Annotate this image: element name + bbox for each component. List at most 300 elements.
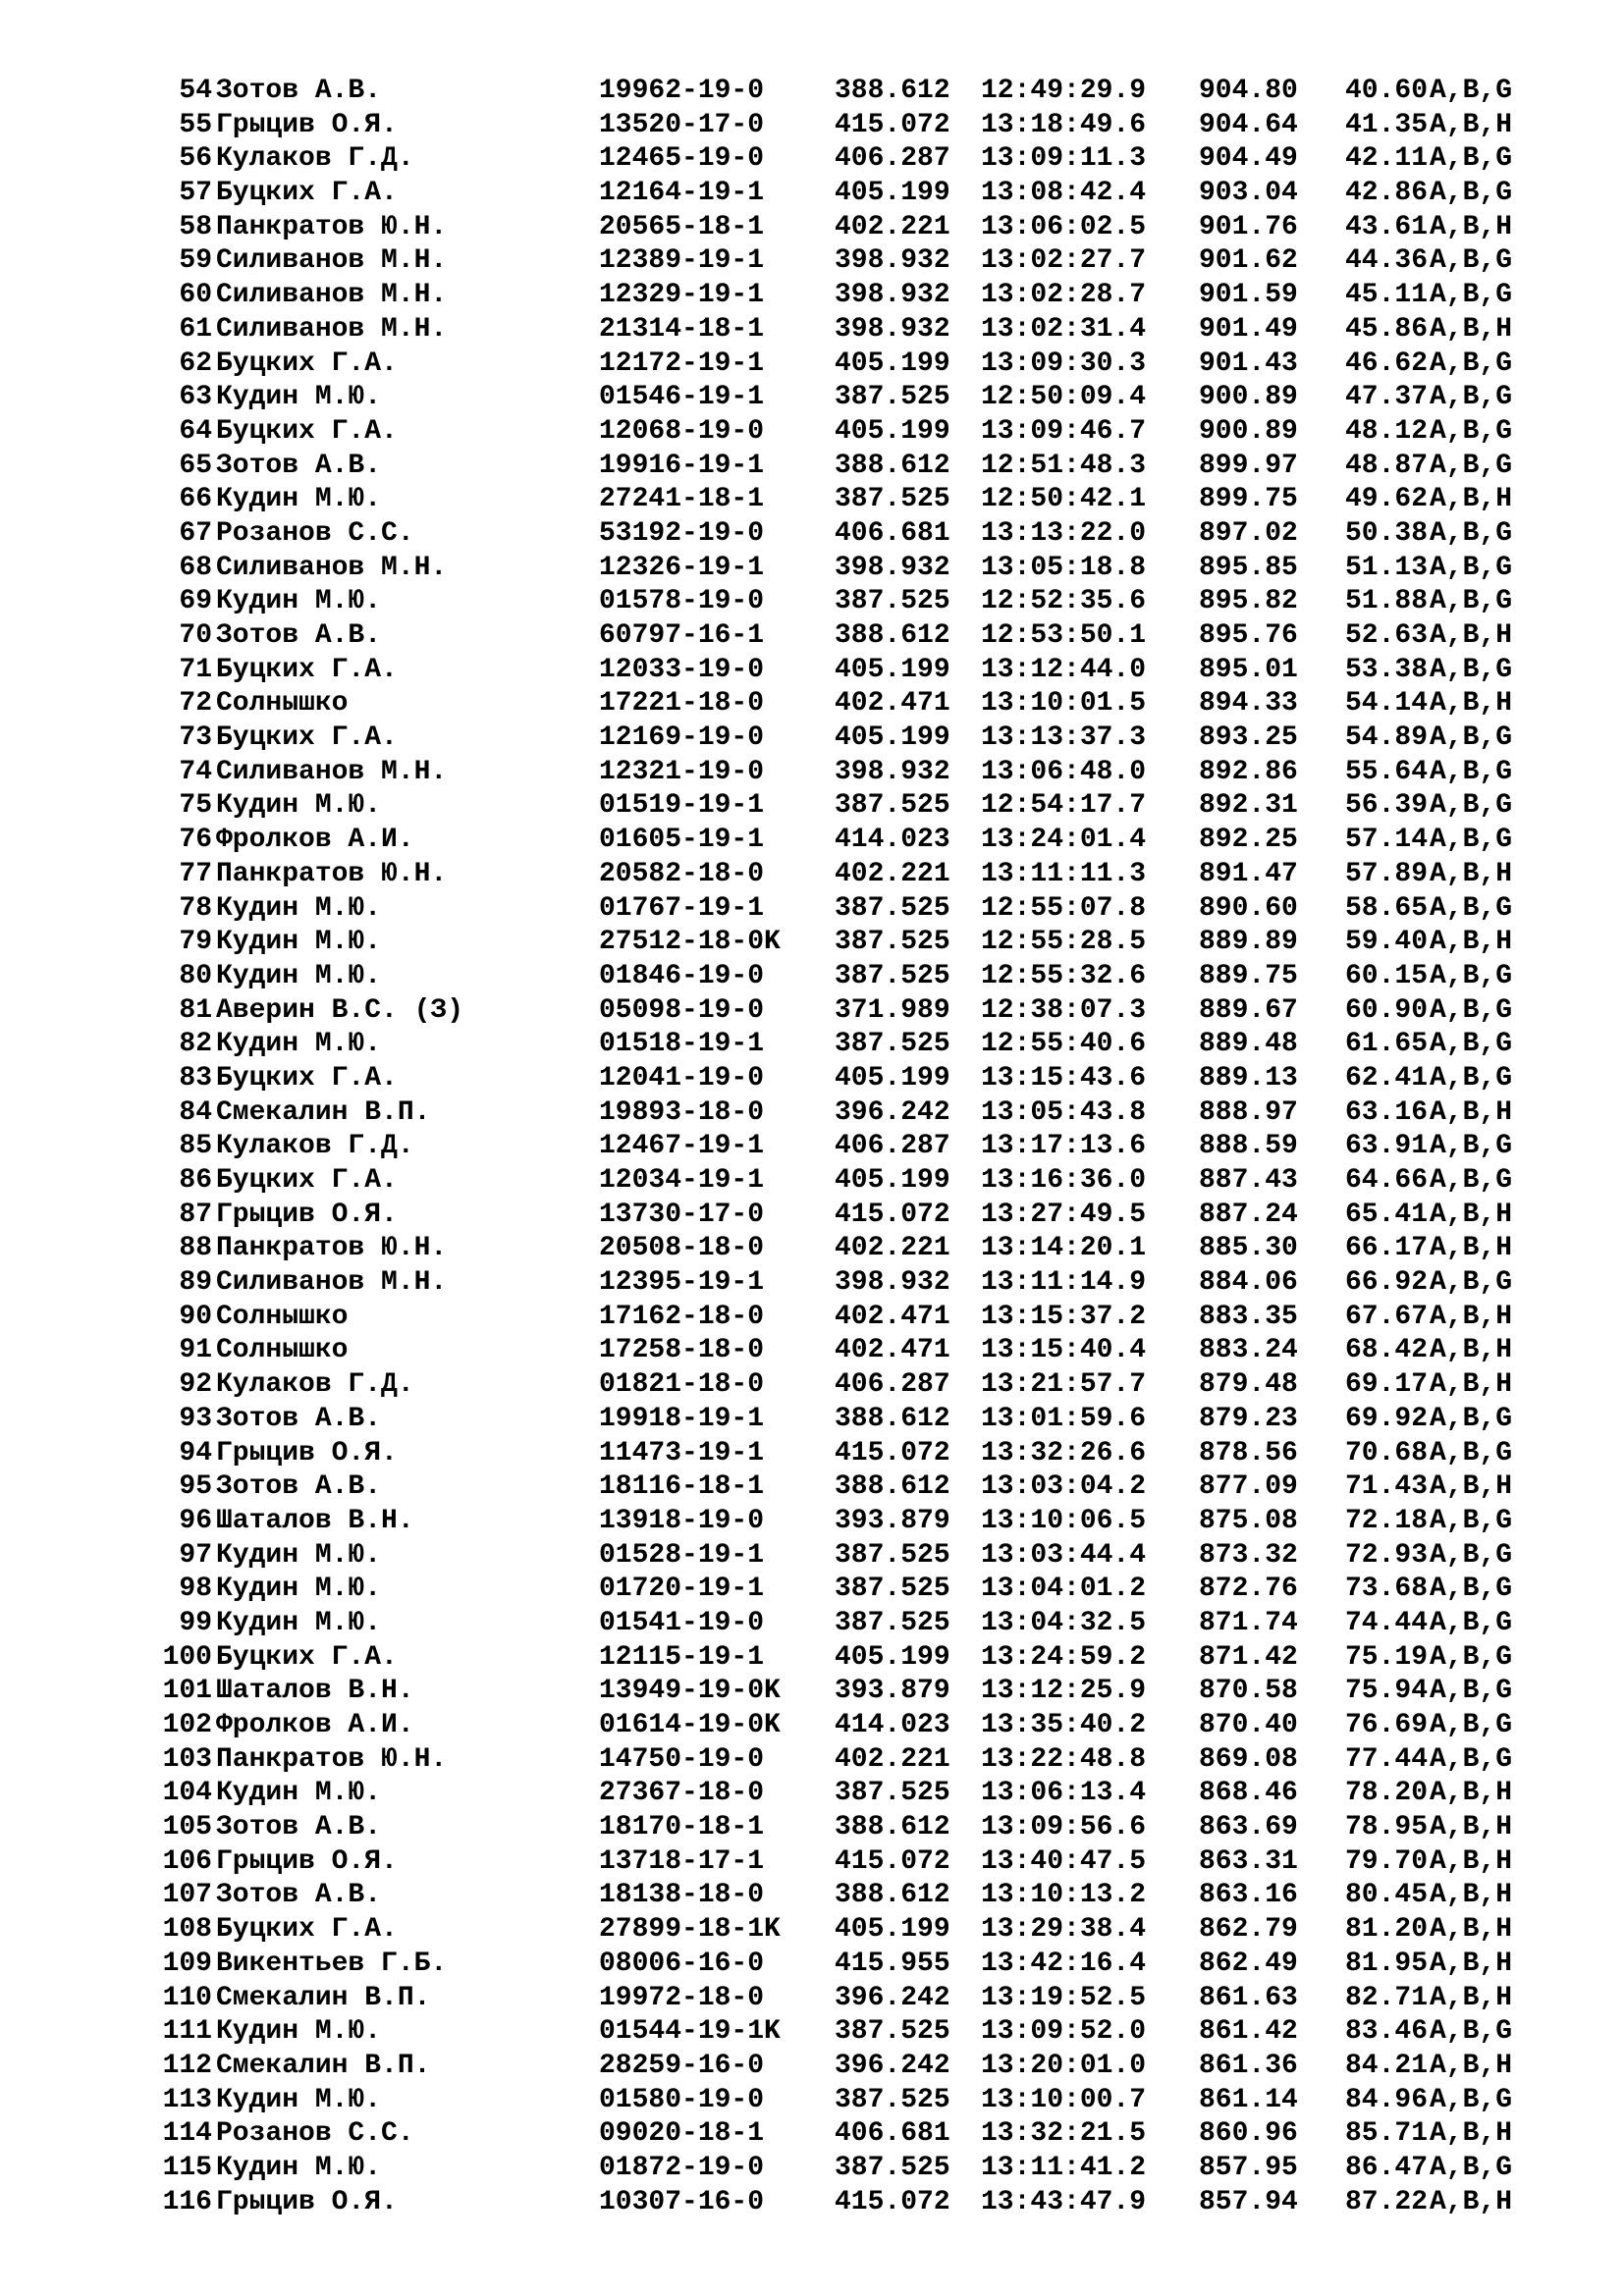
- row-ring-number: 12172-19-1: [599, 347, 765, 379]
- row-groups: A,B,G: [1430, 1676, 1513, 1707]
- row-arrival-time: 13:11:11.3: [981, 858, 1147, 889]
- row-ring-number: 11473-19-1: [599, 1437, 765, 1468]
- row-name: Буцких Г.А.: [216, 1165, 398, 1196]
- row-speed: 861.42: [1199, 2016, 1298, 2048]
- row-name: Зотов А.В.: [216, 620, 382, 651]
- row-coefficient: 84.96: [1345, 2084, 1429, 2115]
- row-arrival-time: 13:10:06.5: [981, 1505, 1147, 1536]
- row-ring-number: 01519-19-1: [599, 790, 765, 822]
- row-arrival-time: 13:42:16.4: [981, 1948, 1147, 1979]
- row-ring-number: 13730-17-0: [599, 1199, 765, 1230]
- row-ring-number: 53192-19-0: [599, 517, 765, 549]
- row-distance: 393.879: [835, 1676, 950, 1707]
- row-arrival-time: 13:17:13.6: [981, 1131, 1147, 1162]
- row-arrival-time: 12:55:32.6: [981, 960, 1147, 991]
- row-speed: 861.14: [1199, 2084, 1298, 2115]
- row-groups: A,B,H: [1430, 2118, 1513, 2150]
- row-speed: 871.42: [1199, 1641, 1298, 1673]
- row-name: Силиванов М.Н.: [216, 756, 448, 787]
- row-name: Силиванов М.Н.: [216, 313, 448, 345]
- row-distance: 415.072: [835, 1437, 950, 1468]
- row-distance: 387.525: [835, 484, 950, 515]
- row-rank: 77: [179, 858, 212, 889]
- row-ring-number: 18116-18-1: [599, 1471, 765, 1503]
- row-ring-number: 60797-16-1: [599, 620, 765, 651]
- row-speed: 860.96: [1199, 2118, 1298, 2150]
- row-rank: 96: [179, 1505, 212, 1536]
- row-name: Панкратов Ю.Н.: [216, 1233, 448, 1264]
- row-name: Кудин М.Ю.: [216, 1029, 382, 1060]
- row-rank: 84: [179, 1096, 212, 1128]
- row-groups: A,B,H: [1430, 1812, 1513, 1843]
- row-groups: A,B,G: [1430, 1505, 1513, 1536]
- row-arrival-time: 13:15:37.2: [981, 1301, 1147, 1332]
- row-ring-number: 20565-18-1: [599, 211, 765, 242]
- row-ring-number: 12115-19-1: [599, 1641, 765, 1673]
- row-coefficient: 55.64: [1345, 756, 1429, 787]
- row-rank: 69: [179, 586, 212, 617]
- row-arrival-time: 12:52:35.6: [981, 586, 1147, 617]
- row-speed: 900.89: [1199, 415, 1298, 447]
- row-name: Буцких Г.А.: [216, 347, 398, 379]
- row-speed: 869.08: [1199, 1743, 1298, 1775]
- row-name: Зотов А.В.: [216, 1880, 382, 1911]
- row-arrival-time: 13:24:59.2: [981, 1641, 1147, 1673]
- row-ring-number: 09020-18-1: [599, 2118, 765, 2150]
- row-speed: 895.01: [1199, 654, 1298, 685]
- row-speed: 899.97: [1199, 450, 1298, 481]
- row-groups: A,B,G: [1430, 892, 1513, 924]
- row-name: Смекалин В.П.: [216, 1982, 431, 2013]
- row-rank: 95: [179, 1471, 212, 1503]
- row-groups: A,B,G: [1430, 347, 1513, 379]
- row-arrival-time: 13:06:13.4: [981, 1778, 1147, 1809]
- row-groups: A,B,G: [1430, 2152, 1513, 2183]
- row-ring-number: 12465-19-0: [599, 143, 765, 175]
- row-coefficient: 45.86: [1345, 313, 1429, 345]
- row-speed: 857.94: [1199, 2186, 1298, 2217]
- row-coefficient: 83.46: [1345, 2016, 1429, 2048]
- row-rank: 108: [162, 1914, 212, 1946]
- row-arrival-time: 13:03:44.4: [981, 1539, 1147, 1571]
- row-coefficient: 72.18: [1345, 1505, 1429, 1536]
- row-ring-number: 27899-18-1K: [599, 1914, 781, 1946]
- row-arrival-time: 13:09:30.3: [981, 347, 1147, 379]
- row-coefficient: 63.91: [1345, 1131, 1429, 1162]
- row-groups: A,B,G: [1430, 1165, 1513, 1196]
- row-rank: 105: [162, 1812, 212, 1843]
- row-rank: 78: [179, 892, 212, 924]
- row-distance: 402.221: [835, 211, 950, 242]
- row-arrival-time: 13:13:22.0: [981, 517, 1147, 549]
- row-groups: A,B,H: [1430, 1335, 1513, 1366]
- row-rank: 61: [179, 313, 212, 345]
- row-name: Кудин М.Ю.: [216, 1778, 382, 1809]
- row-ring-number: 18170-18-1: [599, 1812, 765, 1843]
- row-coefficient: 79.70: [1345, 1845, 1429, 1877]
- row-coefficient: 42.86: [1345, 178, 1429, 209]
- row-ring-number: 01872-19-0: [599, 2152, 765, 2183]
- row-arrival-time: 13:05:18.8: [981, 552, 1147, 583]
- row-arrival-time: 13:03:04.2: [981, 1471, 1147, 1503]
- row-name: Панкратов Ю.Н.: [216, 1743, 448, 1775]
- row-distance: 387.525: [835, 927, 950, 958]
- row-distance: 402.471: [835, 1301, 950, 1332]
- row-rank: 88: [179, 1233, 212, 1264]
- row-ring-number: 01578-19-0: [599, 586, 765, 617]
- row-groups: A,B,G: [1430, 76, 1513, 106]
- row-distance: 415.072: [835, 109, 950, 140]
- row-arrival-time: 13:09:52.0: [981, 2016, 1147, 2048]
- row-rank: 100: [162, 1641, 212, 1673]
- row-name: Кудин М.Ю.: [216, 2152, 382, 2183]
- row-speed: 883.35: [1199, 1301, 1298, 1332]
- row-coefficient: 52.63: [1345, 620, 1429, 651]
- row-name: Кудин М.Ю.: [216, 2084, 382, 2115]
- row-distance: 406.287: [835, 143, 950, 175]
- row-coefficient: 87.22: [1345, 2186, 1429, 2217]
- row-groups: A,B,G: [1430, 586, 1513, 617]
- row-distance: 405.199: [835, 1062, 950, 1094]
- row-coefficient: 66.92: [1345, 1267, 1429, 1299]
- row-distance: 371.989: [835, 994, 950, 1026]
- row-rank: 107: [162, 1880, 212, 1911]
- row-distance: 406.681: [835, 517, 950, 549]
- row-distance: 388.612: [835, 620, 950, 651]
- row-ring-number: 17221-18-0: [599, 688, 765, 720]
- row-speed: 904.49: [1199, 143, 1298, 175]
- row-ring-number: 08006-16-0: [599, 1948, 765, 1979]
- row-speed: 891.47: [1199, 858, 1298, 889]
- row-distance: 387.525: [835, 2016, 950, 2048]
- row-arrival-time: 13:06:48.0: [981, 756, 1147, 787]
- row-groups: A,B,G: [1430, 382, 1513, 413]
- row-distance: 387.525: [835, 1029, 950, 1060]
- row-rank: 98: [179, 1574, 212, 1605]
- row-groups: A,B,H: [1430, 1199, 1513, 1230]
- row-speed: 901.76: [1199, 211, 1298, 242]
- row-coefficient: 66.17: [1345, 1233, 1429, 1264]
- row-coefficient: 75.19: [1345, 1641, 1429, 1673]
- row-name: Грыцив О.Я.: [216, 1199, 398, 1230]
- row-rank: 60: [179, 280, 212, 311]
- row-groups: A,B,H: [1430, 620, 1513, 651]
- row-groups: A,B,H: [1430, 1845, 1513, 1877]
- row-speed: 879.48: [1199, 1369, 1298, 1401]
- row-arrival-time: 12:55:07.8: [981, 892, 1147, 924]
- row-name: Буцких Г.А.: [216, 722, 398, 754]
- row-speed: 863.69: [1199, 1812, 1298, 1843]
- row-ring-number: 01541-19-0: [599, 1607, 765, 1638]
- row-groups: A,B,G: [1430, 1403, 1513, 1434]
- row-name: Кудин М.Ю.: [216, 1539, 382, 1571]
- row-speed: 904.64: [1199, 109, 1298, 140]
- row-name: Грыцив О.Я.: [216, 1437, 398, 1468]
- row-coefficient: 65.41: [1345, 1199, 1429, 1230]
- row-rank: 106: [162, 1845, 212, 1877]
- row-coefficient: 42.11: [1345, 143, 1429, 175]
- row-speed: 878.56: [1199, 1437, 1298, 1468]
- row-groups: A,B,G: [1430, 1267, 1513, 1299]
- row-rank: 66: [179, 484, 212, 515]
- row-distance: 388.612: [835, 1471, 950, 1503]
- row-ring-number: 19962-19-0: [599, 76, 765, 106]
- row-distance: 405.199: [835, 1914, 950, 1946]
- row-name: Панкратов Ю.Н.: [216, 211, 448, 242]
- row-distance: 402.471: [835, 1335, 950, 1366]
- row-rank: 97: [179, 1539, 212, 1571]
- row-coefficient: 62.41: [1345, 1062, 1429, 1094]
- row-coefficient: 70.68: [1345, 1437, 1429, 1468]
- row-coefficient: 80.45: [1345, 1880, 1429, 1911]
- row-speed: 879.23: [1199, 1403, 1298, 1434]
- row-distance: 396.242: [835, 1982, 950, 2013]
- row-coefficient: 76.69: [1345, 1710, 1429, 1740]
- row-arrival-time: 13:43:47.9: [981, 2186, 1147, 2217]
- row-coefficient: 57.14: [1345, 825, 1429, 856]
- row-speed: 895.76: [1199, 620, 1298, 651]
- row-groups: A,B,G: [1430, 178, 1513, 209]
- row-speed: 861.63: [1199, 1982, 1298, 2013]
- row-name: Грыцив О.Я.: [216, 1845, 398, 1877]
- row-name: Кудин М.Ю.: [216, 586, 382, 617]
- row-distance: 387.525: [835, 1778, 950, 1809]
- row-arrival-time: 13:18:49.6: [981, 109, 1147, 140]
- row-speed: 870.58: [1199, 1676, 1298, 1707]
- row-name: Кудин М.Ю.: [216, 2016, 382, 2048]
- row-name: Фролков А.И.: [216, 825, 414, 856]
- row-name: Кудин М.Ю.: [216, 892, 382, 924]
- row-arrival-time: 13:09:11.3: [981, 143, 1147, 175]
- row-arrival-time: 13:32:26.6: [981, 1437, 1147, 1468]
- row-rank: 91: [179, 1335, 212, 1366]
- row-name: Силиванов М.Н.: [216, 280, 448, 311]
- row-groups: A,B,H: [1430, 1778, 1513, 1809]
- row-speed: 892.86: [1199, 756, 1298, 787]
- row-groups: A,B,H: [1430, 1301, 1513, 1332]
- row-name: Солнышко: [216, 688, 349, 720]
- row-rank: 54: [179, 76, 212, 106]
- row-distance: 398.932: [835, 280, 950, 311]
- row-groups: A,B,G: [1430, 1607, 1513, 1638]
- row-rank: 114: [162, 2118, 212, 2150]
- row-name: Буцких Г.А.: [216, 1641, 398, 1673]
- row-arrival-time: 13:21:57.7: [981, 1369, 1147, 1401]
- row-groups: A,B,H: [1430, 2050, 1513, 2081]
- row-ring-number: 27512-18-0K: [599, 927, 781, 958]
- row-groups: A,B,H: [1430, 211, 1513, 242]
- row-groups: A,B,G: [1430, 1641, 1513, 1673]
- row-ring-number: 13520-17-0: [599, 109, 765, 140]
- row-groups: A,B,G: [1430, 756, 1513, 787]
- row-coefficient: 82.71: [1345, 1982, 1429, 2013]
- row-ring-number: 20508-18-0: [599, 1233, 765, 1264]
- row-coefficient: 44.36: [1345, 245, 1429, 277]
- row-groups: A,B,G: [1430, 960, 1513, 991]
- row-name: Кудин М.Ю.: [216, 1574, 382, 1605]
- row-arrival-time: 13:06:02.5: [981, 211, 1147, 242]
- row-distance: 405.199: [835, 1165, 950, 1196]
- row-speed: 890.60: [1199, 892, 1298, 924]
- row-arrival-time: 13:05:43.8: [981, 1096, 1147, 1128]
- row-groups: A,B,G: [1430, 415, 1513, 447]
- row-speed: 872.76: [1199, 1574, 1298, 1605]
- row-rank: 75: [179, 790, 212, 822]
- row-ring-number: 01580-19-0: [599, 2084, 765, 2115]
- row-speed: 893.25: [1199, 722, 1298, 754]
- row-arrival-time: 13:12:25.9: [981, 1676, 1147, 1707]
- row-name: Силиванов М.Н.: [216, 245, 448, 277]
- row-coefficient: 78.20: [1345, 1778, 1429, 1809]
- row-groups: A,B,H: [1430, 1982, 1513, 2013]
- row-coefficient: 41.35: [1345, 109, 1429, 140]
- row-speed: 884.06: [1199, 1267, 1298, 1299]
- row-coefficient: 48.12: [1345, 415, 1429, 447]
- row-ring-number: 17258-18-0: [599, 1335, 765, 1366]
- row-speed: 875.08: [1199, 1505, 1298, 1536]
- row-groups: A,B,G: [1430, 1131, 1513, 1162]
- row-name: Зотов А.В.: [216, 1403, 382, 1434]
- row-coefficient: 77.44: [1345, 1743, 1429, 1775]
- row-name: Кулаков Г.Д.: [216, 143, 414, 175]
- row-arrival-time: 12:51:48.3: [981, 450, 1147, 481]
- row-arrival-time: 13:02:28.7: [981, 280, 1147, 311]
- row-speed: 903.04: [1199, 178, 1298, 209]
- row-arrival-time: 13:27:49.5: [981, 1199, 1147, 1230]
- row-groups: A,B,G: [1430, 1062, 1513, 1094]
- row-distance: 415.955: [835, 1948, 950, 1979]
- row-distance: 415.072: [835, 1845, 950, 1877]
- row-coefficient: 51.88: [1345, 586, 1429, 617]
- row-groups: A,B,G: [1430, 2016, 1513, 2048]
- row-coefficient: 45.11: [1345, 280, 1429, 311]
- row-ring-number: 01846-19-0: [599, 960, 765, 991]
- row-coefficient: 59.40: [1345, 927, 1429, 958]
- row-arrival-time: 12:50:42.1: [981, 484, 1147, 515]
- row-speed: 904.80: [1199, 76, 1298, 106]
- row-ring-number: 01528-19-1: [599, 1539, 765, 1571]
- row-name: Силиванов М.Н.: [216, 1267, 448, 1299]
- row-rank: 101: [162, 1676, 212, 1707]
- row-speed: 889.89: [1199, 927, 1298, 958]
- row-rank: 85: [179, 1131, 212, 1162]
- row-groups: A,B,H: [1430, 1096, 1513, 1128]
- row-ring-number: 10307-16-0: [599, 2186, 765, 2217]
- row-speed: 897.02: [1199, 517, 1298, 549]
- row-speed: 887.43: [1199, 1165, 1298, 1196]
- row-name: Панкратов Ю.Н.: [216, 858, 448, 889]
- row-coefficient: 81.95: [1345, 1948, 1429, 1979]
- row-ring-number: 01720-19-1: [599, 1574, 765, 1605]
- row-rank: 79: [179, 927, 212, 958]
- row-ring-number: 18138-18-0: [599, 1880, 765, 1911]
- row-speed: 888.59: [1199, 1131, 1298, 1162]
- row-ring-number: 13718-17-1: [599, 1845, 765, 1877]
- row-ring-number: 05098-19-0: [599, 994, 765, 1026]
- row-arrival-time: 13:08:42.4: [981, 178, 1147, 209]
- row-distance: 415.072: [835, 1199, 950, 1230]
- row-ring-number: 13949-19-0K: [599, 1676, 781, 1707]
- row-rank: 90: [179, 1301, 212, 1332]
- row-coefficient: 85.71: [1345, 2118, 1429, 2150]
- row-arrival-time: 13:11:14.9: [981, 1267, 1147, 1299]
- row-ring-number: 12395-19-1: [599, 1267, 765, 1299]
- row-rank: 82: [179, 1029, 212, 1060]
- row-groups: A,B,H: [1430, 109, 1513, 140]
- row-groups: A,B,H: [1430, 2186, 1513, 2217]
- row-rank: 65: [179, 450, 212, 481]
- row-distance: 387.525: [835, 1574, 950, 1605]
- row-distance: 387.525: [835, 960, 950, 991]
- row-arrival-time: 13:15:43.6: [981, 1062, 1147, 1094]
- row-coefficient: 40.60: [1345, 76, 1429, 106]
- row-groups: A,B,G: [1430, 450, 1513, 481]
- row-rank: 104: [162, 1778, 212, 1809]
- row-rank: 76: [179, 825, 212, 856]
- row-distance: 387.525: [835, 586, 950, 617]
- row-arrival-time: 13:01:59.6: [981, 1403, 1147, 1434]
- row-groups: A,B,G: [1430, 722, 1513, 754]
- row-ring-number: 19918-19-1: [599, 1403, 765, 1434]
- row-name: Кулаков Г.Д.: [216, 1369, 414, 1401]
- row-distance: 405.199: [835, 415, 950, 447]
- row-distance: 388.612: [835, 1812, 950, 1843]
- row-distance: 398.932: [835, 756, 950, 787]
- row-speed: 894.33: [1199, 688, 1298, 720]
- row-arrival-time: 13:02:31.4: [981, 313, 1147, 345]
- row-rank: 110: [162, 1982, 212, 2013]
- row-ring-number: 27241-18-1: [599, 484, 765, 515]
- row-speed: 900.89: [1199, 382, 1298, 413]
- row-distance: 405.199: [835, 654, 950, 685]
- row-groups: A,B,G: [1430, 1743, 1513, 1775]
- row-ring-number: 21314-18-1: [599, 313, 765, 345]
- row-coefficient: 81.20: [1345, 1914, 1429, 1946]
- row-name: Кудин М.Ю.: [216, 1607, 382, 1638]
- row-rank: 112: [162, 2050, 212, 2081]
- row-rank: 86: [179, 1165, 212, 1196]
- row-distance: 405.199: [835, 1641, 950, 1673]
- row-distance: 402.221: [835, 1743, 950, 1775]
- row-speed: 892.25: [1199, 825, 1298, 856]
- row-distance: 388.612: [835, 76, 950, 106]
- row-arrival-time: 13:16:36.0: [981, 1165, 1147, 1196]
- row-groups: A,B,G: [1430, 552, 1513, 583]
- row-speed: 895.85: [1199, 552, 1298, 583]
- row-coefficient: 46.62: [1345, 347, 1429, 379]
- row-groups: A,B,G: [1430, 1437, 1513, 1468]
- row-coefficient: 48.87: [1345, 450, 1429, 481]
- row-arrival-time: 13:12:44.0: [981, 654, 1147, 685]
- row-speed: 901.49: [1199, 313, 1298, 345]
- row-groups: A,B,H: [1430, 1369, 1513, 1401]
- row-coefficient: 69.17: [1345, 1369, 1429, 1401]
- row-ring-number: 12041-19-0: [599, 1062, 765, 1094]
- row-ring-number: 01544-19-1K: [599, 2016, 781, 2048]
- row-name: Шаталов В.Н.: [216, 1505, 414, 1536]
- row-speed: 901.62: [1199, 245, 1298, 277]
- row-coefficient: 78.95: [1345, 1812, 1429, 1843]
- row-ring-number: 12467-19-1: [599, 1131, 765, 1162]
- row-distance: 387.525: [835, 2152, 950, 2183]
- row-speed: 868.46: [1199, 1778, 1298, 1809]
- row-name: Розанов С.С.: [216, 517, 414, 549]
- row-speed: 889.75: [1199, 960, 1298, 991]
- row-rank: 87: [179, 1199, 212, 1230]
- row-ring-number: 28259-16-0: [599, 2050, 765, 2081]
- row-coefficient: 49.62: [1345, 484, 1429, 515]
- row-groups: A,B,G: [1430, 143, 1513, 175]
